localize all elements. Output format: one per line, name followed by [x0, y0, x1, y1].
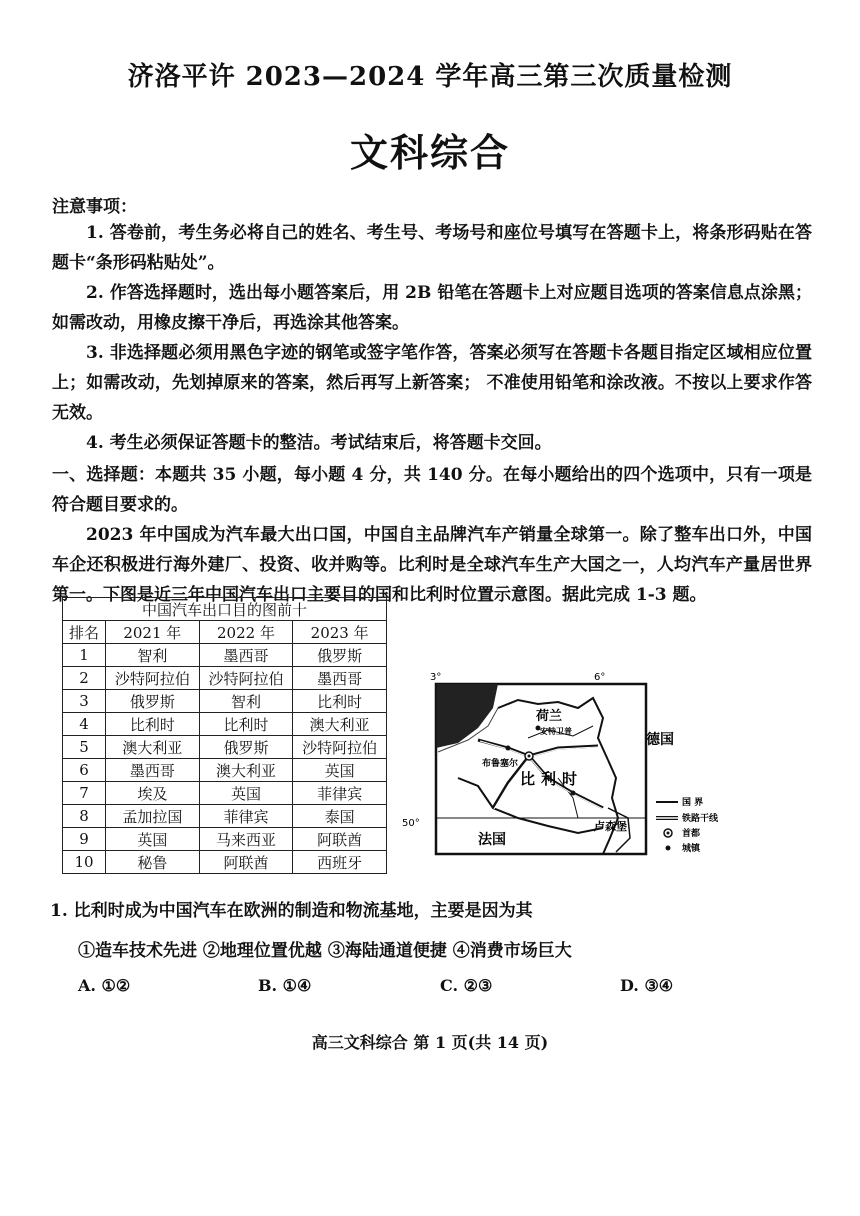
table-cell: 俄罗斯: [106, 690, 200, 713]
notice-item: 1. 答卷前，考生务必将自己的姓名、考生号、考场号和座位号填写在答题卡上，将条形码贴在答题卡“条形码粘贴处”。: [52, 223, 812, 273]
table-cell: 6: [63, 759, 106, 782]
label-germany-1: 德国: [646, 732, 674, 748]
town-marker: [506, 746, 511, 751]
railway-inner: [480, 741, 598, 757]
table-cell: 阿联酋: [199, 851, 293, 874]
table-cell: 10: [63, 851, 106, 874]
option-a: A. ①②: [78, 976, 131, 995]
table-cell: 秘鲁: [106, 851, 200, 874]
option-b: B. ①④: [258, 976, 312, 995]
table-cell: 7: [63, 782, 106, 805]
table-cell: 8: [63, 805, 106, 828]
question-1-stem: 1. 比利时成为中国汽车在欧洲的制造和物流基地，主要是因为其: [50, 901, 533, 921]
table-cell: 澳大利亚: [199, 759, 293, 782]
table-row: [63, 759, 387, 782]
table-cell: 沙特阿拉伯: [199, 667, 293, 690]
table-cell: 9: [63, 828, 106, 851]
table-row: [63, 644, 387, 667]
table-cell: 比利时: [106, 713, 200, 736]
question-1-statements: ①造车技术先进 ②地理位置优越 ③海陆通道便捷 ④消费市场巨大: [78, 941, 572, 961]
label-belgium: 比利时: [520, 770, 584, 788]
question-intro: 2023 年中国成为汽车最大出口国，中国自主品牌汽车产销量全球第一。除了整车出口外，中国车企还积极进行海外建厂、投资、收并购等。比利时是全球汽车生产大国之一，人均汽车产量居世界第一。下图是近三年中国汽车出口主要目的国和比利时位置示意图。据此完成 1-3 题。: [52, 525, 812, 605]
table-cell: 墨西哥: [199, 644, 293, 667]
legend-capital: 首都: [682, 829, 701, 839]
label-lon-left: 3°: [430, 672, 442, 683]
table-header: 2022 年: [199, 621, 293, 644]
table-cell: 3: [63, 690, 106, 713]
table-row: [63, 690, 387, 713]
table-header-row: [63, 621, 387, 644]
subject-title: 文科综合: [349, 130, 510, 175]
table-header: 2023 年: [293, 621, 387, 644]
section-1: [52, 460, 812, 610]
table-row: [63, 805, 387, 828]
notice-item: 4. 考生必须保证答题卡的整洁。考试结束后，将答题卡交回。: [86, 433, 552, 453]
border-de: [603, 760, 618, 854]
table-cell: 1: [63, 644, 106, 667]
table-cell: 4: [63, 713, 106, 736]
table-cell: 比利时: [293, 690, 387, 713]
table-cell: 智利: [199, 690, 293, 713]
table-cell: 菲律宾: [199, 805, 293, 828]
table-cell: 沙特阿拉伯: [293, 736, 387, 759]
town-marker: [571, 791, 576, 796]
option-d: D. ③④: [620, 976, 674, 995]
label-lat: 50°: [402, 818, 420, 829]
table-cell: 泰国: [293, 805, 387, 828]
table-row: [63, 782, 387, 805]
table-row: [63, 736, 387, 759]
capital-dot: [528, 755, 531, 758]
table-cell: 阿联酋: [293, 828, 387, 851]
table-cell: 澳大利亚: [293, 713, 387, 736]
page-footer: 高三文科综合 第 1 页(共 14 页): [311, 1033, 549, 1052]
label-capital: 布鲁塞尔: [482, 759, 519, 769]
table-cell: 墨西哥: [106, 759, 200, 782]
table-row: [63, 828, 387, 851]
table-cell: 孟加拉国: [106, 805, 200, 828]
table-cell: 俄罗斯: [293, 644, 387, 667]
notice-item: 3. 非选择题必须用黑色字迹的钢笔或签字笔作答，答案必须写在答题卡各题目指定区域相应位置上；如需改动，先划掉原来的答案，然后再写上新答案； 不准使用铅笔和涂改液。不按以上要求作答无效。: [52, 343, 812, 423]
option-c: C. ②③: [440, 976, 493, 995]
sea-area: [436, 684, 498, 748]
table-row: [63, 667, 387, 690]
table-cell: 2: [63, 667, 106, 690]
table-cell: 智利: [106, 644, 200, 667]
notice-list: [52, 218, 812, 458]
table-cell: 埃及: [106, 782, 200, 805]
table-cell: 墨西哥: [293, 667, 387, 690]
table-row: [63, 851, 387, 874]
label-netherlands: 荷兰: [536, 709, 563, 724]
table-cell: 菲律宾: [293, 782, 387, 805]
legend-town-symbol: [666, 846, 671, 851]
section-heading: 一、选择题：本题共 35 小题，每小题 4 分，共 140 分。在每小题给出的四个选项中，只有一项是符合题目要求的。: [52, 465, 812, 515]
table-header: 排名: [63, 621, 106, 644]
table-cell: 俄罗斯: [199, 736, 293, 759]
legend-rail: 铁路干线: [682, 814, 719, 824]
table-header: 2021 年: [106, 621, 200, 644]
table-row: [63, 713, 387, 736]
table-cell: 西班牙: [293, 851, 387, 874]
legend-border: 国 界: [682, 798, 704, 808]
table-cell: 比利时: [199, 713, 293, 736]
export-table: [62, 597, 387, 874]
belgium-map: [398, 668, 748, 868]
notice-heading: 注意事项：: [52, 197, 137, 217]
notice-item: 2. 作答选择题时，选出每小题答案后，用 2B 铅笔在答题卡上对应题目选项的答案信息点涂黑； 如需改动，用橡皮擦干净后，再选涂其他答案。: [52, 283, 812, 333]
table-cell: 澳大利亚: [106, 736, 200, 759]
table-cell: 英国: [293, 759, 387, 782]
legend-town: 城镇: [682, 844, 701, 854]
label-port: 安特卫普: [540, 727, 572, 736]
label-luxembourg: 卢森堡: [594, 820, 627, 833]
exam-title: 济洛平许 2023—2024 学年高三第三次质量检测: [127, 62, 733, 92]
table-cell: 马来西亚: [199, 828, 293, 851]
table-cell: 英国: [199, 782, 293, 805]
table-cell: 沙特阿拉伯: [106, 667, 200, 690]
label-france: 法国: [478, 832, 506, 848]
table-cell: 英国: [106, 828, 200, 851]
label-lon-right: 6°: [594, 672, 606, 683]
table-caption: 中国汽车出口目的图前十: [63, 598, 387, 621]
table-cell: 5: [63, 736, 106, 759]
